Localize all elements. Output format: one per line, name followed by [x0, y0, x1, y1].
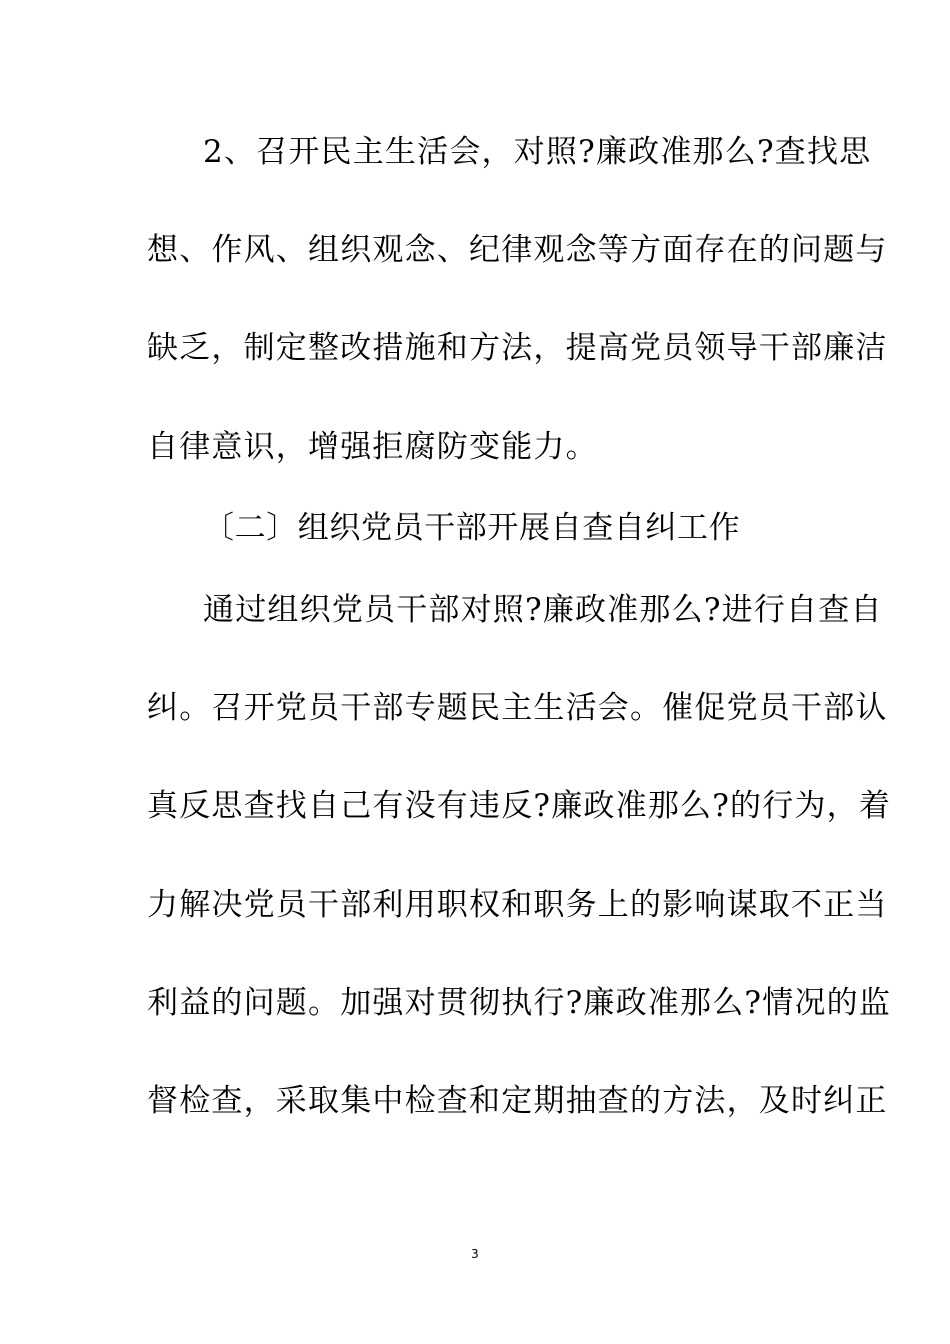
paragraph-line: 督检查，采取集中检查和定期抽查的方法，及时纠正 — [147, 1083, 888, 1119]
page-number: 3 — [471, 1247, 479, 1261]
paragraph-line: 2、召开民主生活会，对照?廉政准那么?查找思 — [203, 134, 872, 170]
paragraph-line: 真反思查找自己有没有违反?廉政准那么?的行为，着 — [147, 788, 892, 824]
paragraph-line: 力解决党员干部利用职权和职务上的影响谋取不正当 — [147, 887, 888, 923]
paragraph-line: 缺乏，制定整改措施和方法，提高党员领导干部廉洁 — [147, 330, 888, 366]
paragraph-line: 利益的问题。加强对贯彻执行?廉政准那么?情况的监 — [147, 985, 892, 1021]
paragraph-line: 通过组织党员干部对照?廉政准那么?进行自查自 — [203, 592, 883, 628]
paragraph-line: 纠。召开党员干部专题民主生活会。催促党员干部认 — [147, 690, 888, 726]
paragraph-line: 想、作风、组织观念、纪律观念等方面存在的问题与 — [147, 232, 888, 268]
section-heading: 〔二〕组织党员干部开展自查自纠工作 — [203, 510, 741, 546]
paragraph-line: 自律意识，增强拒腐防变能力。 — [147, 429, 598, 465]
